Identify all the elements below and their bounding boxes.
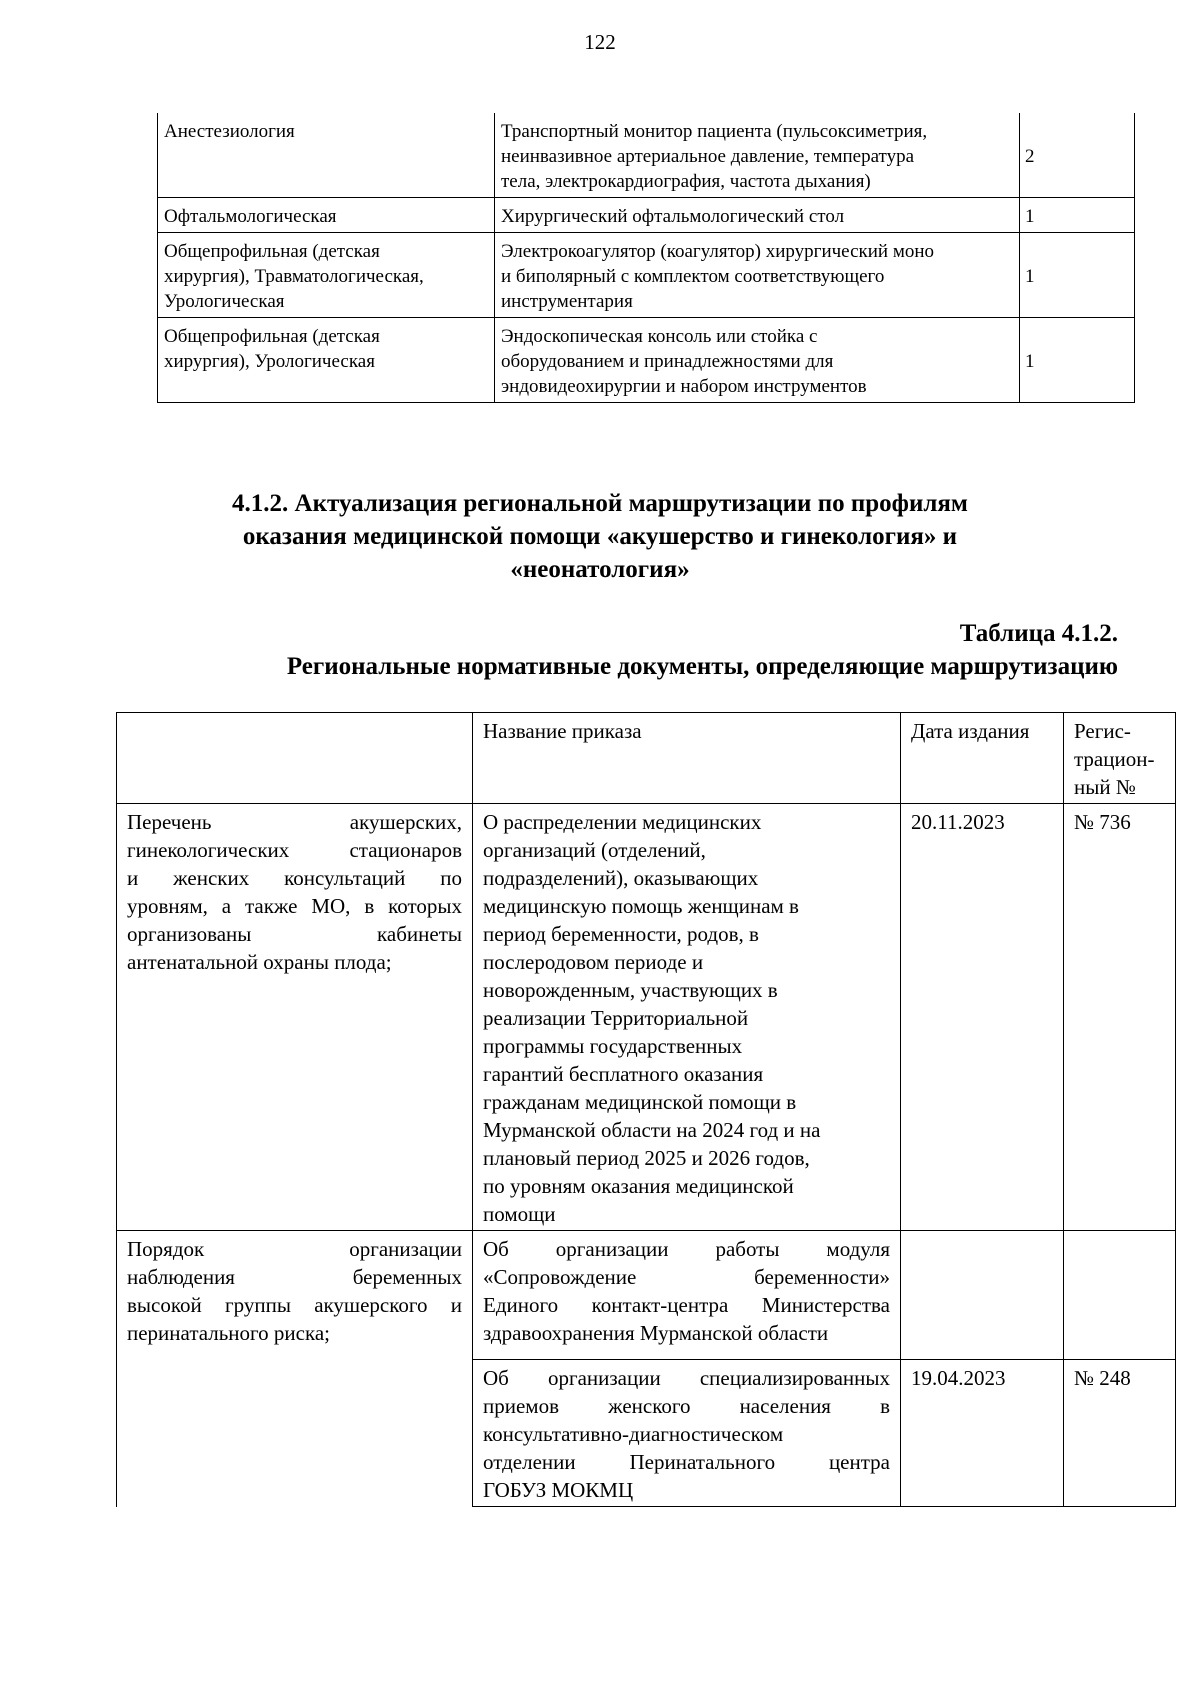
order-line: период беременности, родов, в: [483, 922, 759, 946]
table-row: [117, 1231, 1176, 1360]
order-line: по уровням оказания медицинской: [483, 1174, 794, 1198]
order-name-cell: [473, 1231, 901, 1360]
header-reg-number: [1064, 713, 1176, 804]
quantity-cell: 1: [1020, 233, 1135, 318]
order-line: программы государственных: [483, 1034, 743, 1058]
order-line: Мурманской области на 2024 год и на: [483, 1118, 821, 1142]
profile-line: Общепрофильная (детская: [164, 241, 380, 262]
category-line: антенатальной охраны плода;: [127, 950, 392, 974]
profile-line: хирургия), Травматологическая,: [164, 266, 424, 287]
order-name-cell: [473, 804, 901, 1231]
equipment-line: Эндоскопическая консоль или стойка с: [501, 326, 818, 347]
category-line: Порядок организации: [127, 1237, 462, 1261]
category-line: гинекологических стационаров: [127, 838, 462, 862]
documents-table: [116, 712, 1176, 1507]
heading-line: «неонатология»: [510, 556, 690, 583]
profile-cell: [158, 113, 495, 198]
equipment-table: [157, 113, 1135, 403]
order-line: приемов женского населения в: [483, 1394, 890, 1418]
table-row: [158, 198, 1135, 233]
category-cell: [117, 804, 473, 1231]
category-line: и женских консультаций по: [127, 866, 462, 890]
table-caption-title: Региональные нормативные документы, определяющие маршрутизацию: [286, 653, 1118, 680]
equipment-line: тела, электрокардиография, частота дыхания): [501, 171, 871, 192]
table-row: [158, 113, 1135, 198]
order-line: здравоохранения Мурманской области: [483, 1321, 829, 1345]
category-line: уровням, а также МО, в которых: [127, 894, 462, 918]
order-line: помощи: [483, 1202, 556, 1226]
header-reg-line: трацион-: [1074, 747, 1155, 771]
header-reg-line: ный №: [1074, 775, 1136, 799]
profile-line: хирургия), Урологическая: [164, 351, 375, 372]
equipment-line: Транспортный монитор пациента (пульсоксиметрия,: [501, 121, 928, 142]
order-line: Об организации специализированных: [483, 1366, 890, 1390]
table-header-row: [117, 713, 1176, 804]
reg-number-cell: № 736: [1064, 804, 1176, 1231]
table-row: [117, 804, 1176, 1231]
quantity-cell: 1: [1020, 198, 1135, 233]
order-line: О распределении медицинских: [483, 810, 762, 834]
header-category: [117, 713, 473, 804]
profile-text: Анестезиология: [164, 121, 295, 142]
category-line: высокой группы акушерского и: [127, 1293, 462, 1317]
header-order-name: Название приказа: [473, 713, 901, 804]
equipment-cell: [495, 198, 1020, 233]
quantity-cell: 2: [1020, 113, 1135, 198]
order-line: новорожденным, участвующих в: [483, 978, 778, 1002]
profile-line: Урологическая: [164, 291, 285, 312]
equipment-line: неинвазивное артериальное давление, температура: [501, 146, 915, 167]
table-row: [158, 233, 1135, 318]
category-line: организованы кабинеты: [127, 922, 462, 946]
order-line: ГОБУЗ МОКМЦ: [483, 1478, 634, 1502]
order-line: Об организации работы модуля: [483, 1237, 890, 1261]
order-line: гарантий бесплатного оказания: [483, 1062, 764, 1086]
page-number: 122: [584, 30, 616, 54]
equipment-line: оборудованием и принадлежностями для: [501, 351, 834, 372]
order-line: плановый период 2025 и 2026 годов,: [483, 1146, 810, 1170]
category-line: перинатального риска;: [127, 1321, 330, 1345]
heading-line: 4.1.2. Актуализация региональной маршрутизации по профилям: [232, 490, 968, 517]
profile-cell: [158, 233, 495, 318]
section-heading: [150, 487, 1050, 586]
category-line: Перечень акушерских,: [127, 810, 462, 834]
profile-cell: [158, 198, 495, 233]
order-line: послеродовом периоде и: [483, 950, 704, 974]
equipment-line: инструментария: [501, 291, 633, 312]
equipment-line: эндовидеохирургии и набором инструментов: [501, 376, 867, 397]
equipment-cell: [495, 233, 1020, 318]
profile-cell: [158, 318, 495, 403]
issue-date-cell: 20.11.2023: [901, 804, 1064, 1231]
quantity-cell: 1: [1020, 318, 1135, 403]
profile-text: Офтальмологическая: [164, 206, 337, 227]
cell-spacer: [483, 1347, 890, 1357]
header-issue-date: Дата издания: [901, 713, 1064, 804]
order-line: Единого контакт-центра Министерства: [483, 1293, 890, 1317]
equipment-line: Электрокоагулятор (коагулятор) хирургический моно: [501, 241, 935, 262]
category-line: наблюдения беременных: [127, 1265, 462, 1289]
equipment-cell: [495, 113, 1020, 198]
issue-date-cell: [901, 1231, 1064, 1360]
equipment-cell: [495, 318, 1020, 403]
reg-number-cell: № 248: [1064, 1360, 1176, 1507]
issue-date-cell: 19.04.2023: [901, 1360, 1064, 1507]
order-line: «Сопровождение беременности»: [483, 1265, 890, 1289]
order-name-cell: [473, 1360, 901, 1507]
reg-number-cell: [1064, 1231, 1176, 1360]
header-reg-line: Регис-: [1074, 719, 1131, 743]
equipment-line: Хирургический офтальмологический стол: [501, 206, 845, 227]
table-row: [158, 318, 1135, 403]
order-line: организаций (отделений,: [483, 838, 706, 862]
order-line: гражданам медицинской помощи в: [483, 1090, 797, 1114]
category-cell: [117, 1231, 473, 1507]
order-line: отделении Перинатального центра: [483, 1450, 890, 1474]
order-line: подразделений), оказывающих: [483, 866, 759, 890]
order-line: консультативно-диагностическом: [483, 1422, 784, 1446]
order-line: реализации Территориальной: [483, 1006, 749, 1030]
table-caption-number: Таблица 4.1.2.: [959, 620, 1118, 647]
heading-line: оказания медицинской помощи «акушерство и гинекология» и: [242, 523, 958, 550]
equipment-line: и биполярный с комплектом соответствующего: [501, 266, 885, 287]
profile-line: Общепрофильная (детская: [164, 326, 380, 347]
order-line: медицинскую помощь женщинам в: [483, 894, 799, 918]
